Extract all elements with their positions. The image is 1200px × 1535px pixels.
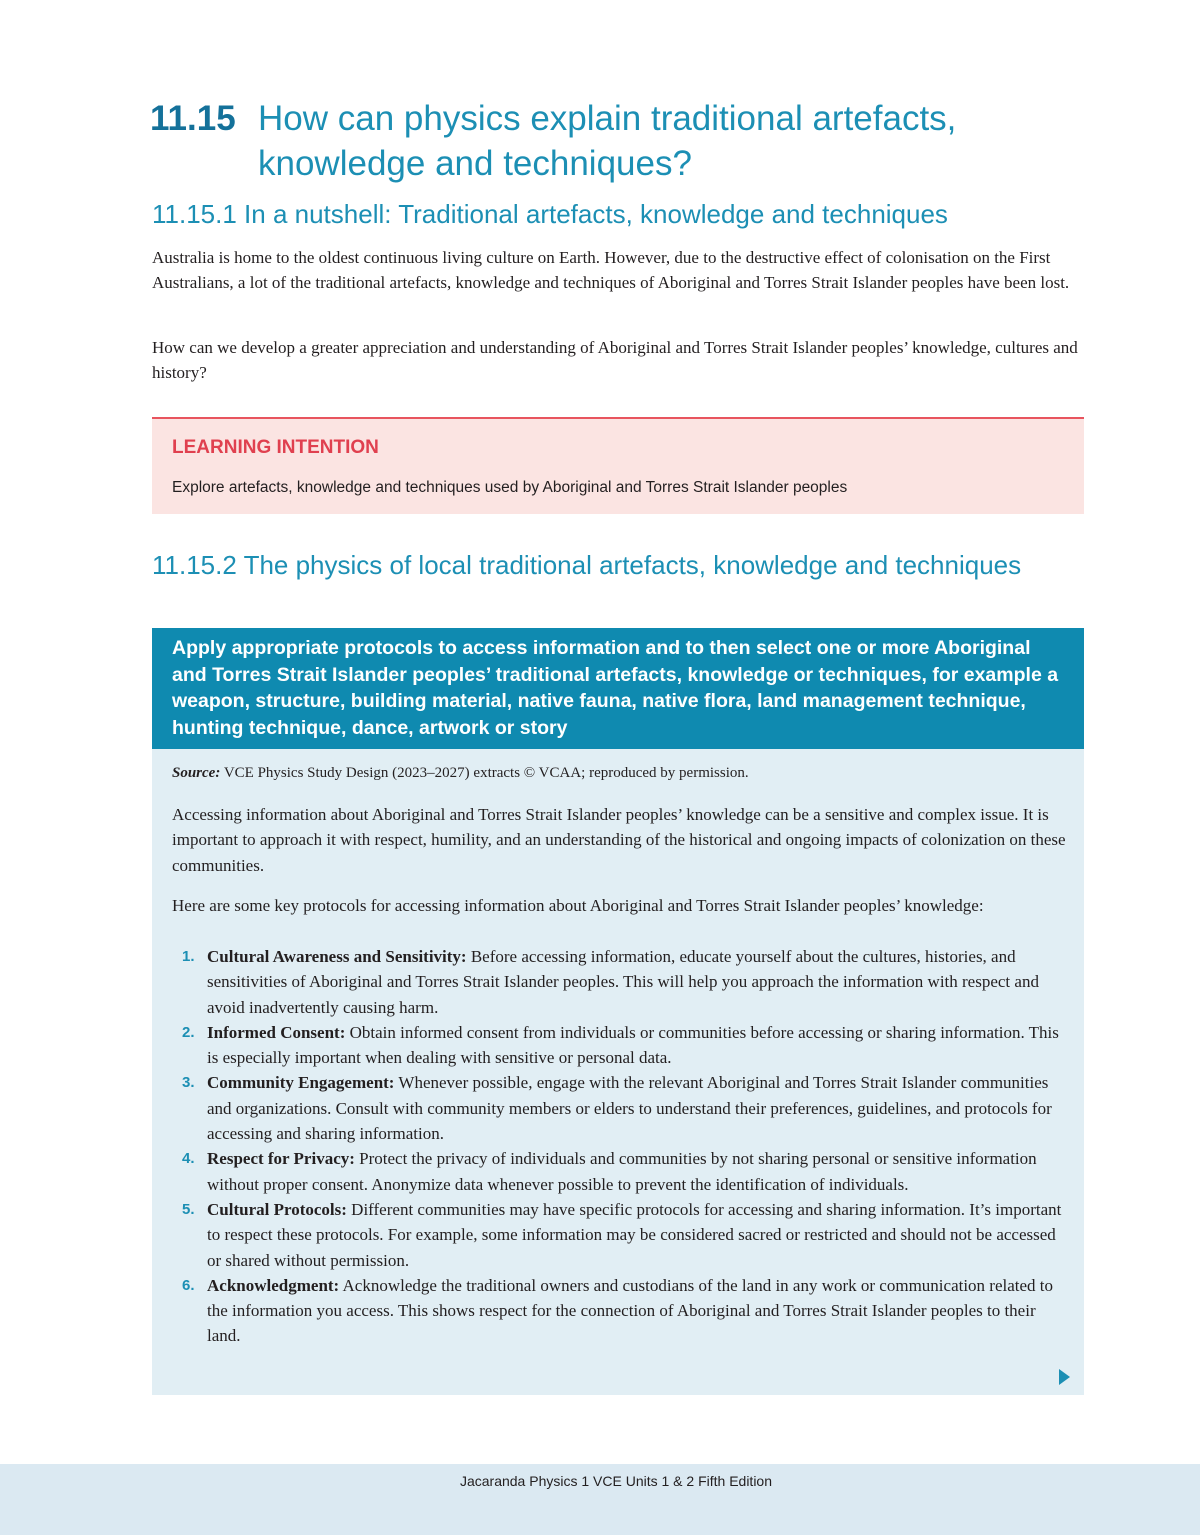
key-area-banner: Apply appropriate protocols to access information and to then select one or more Aboriginal and Torres Strait Islander peoples’ traditional artefacts, knowledge or techniques, for example a weapon, structure, building material, native fauna, native flora, land management technique, hunting technique, dance, artwork or story (152, 628, 1084, 749)
list-item-text: Different communities may have specific protocols for accessing and sharing information. It’s important to respect these protocols. For example, some information may be considered sacred or restricted and should not be accessed or shared without permission. (207, 1199, 1062, 1270)
section-title-line1 (150, 96, 1110, 141)
learning-intention-text: Explore artefacts, knowledge and techniques used by Aboriginal and Torres Strait Islander peoples (172, 479, 848, 496)
list-item (172, 1020, 1067, 1071)
list-item (172, 1146, 1067, 1197)
section-number: 11.15 (150, 99, 236, 138)
section-title-text2: knowledge and techniques? (258, 144, 692, 183)
protocols-list (172, 944, 1067, 1349)
list-item-number: 6. (182, 1276, 195, 1294)
source-text: VCE Physics Study Design (2023–2027) extracts © VCAA; reproduced by permission. (220, 765, 749, 781)
section-title-text1: How can physics explain traditional artefacts, (258, 99, 957, 138)
list-item-number: 2. (182, 1023, 195, 1041)
list-item-number: 4. (182, 1150, 195, 1168)
learning-intention-box (152, 417, 1084, 514)
list-item-number: 5. (182, 1200, 195, 1218)
physics-heading: 11.15.2 The physics of local traditional artefacts, knowledge and techniques (152, 550, 1022, 580)
list-item-text: Protect the privacy of individuals and communities by not sharing personal or sensitive information without proper consent. Anonymize data whenever possible to prevent the identification of individuals. (207, 1149, 1037, 1194)
source-label: Source: (172, 765, 221, 781)
list-item-number: 3. (182, 1074, 195, 1092)
triangle-right-icon[interactable] (1059, 1369, 1070, 1385)
key-area-paragraph-2: Here are some key protocols for accessing information about Aboriginal and Torres Strait Islander peoples’ knowledge: (172, 896, 984, 915)
nutshell-paragraph-2: How can we develop a greater appreciation and understanding of Aboriginal and Torres Strait Islander peoples’ knowledge, cultures and history? (152, 338, 1078, 382)
list-item-text: Whenever possible, engage with the relevant Aboriginal and Torres Strait Islander communities and organizations. Consult with community members or elders to understand their preferences, guidelines, and protocols for accessing and sharing information. (207, 1073, 1052, 1144)
list-item-number: 1. (182, 948, 195, 965)
list-item-title: Community Engagement: (207, 1073, 395, 1093)
key-area-paragraph-1: Accessing information about Aboriginal and Torres Strait Islander peoples’ knowledge can be a sensitive and complex issue. It is important to approach it with respect, humility, and an understanding of the historical and ongoing impacts of colonization on these communities. (172, 805, 1066, 875)
section-title (150, 96, 1110, 186)
learning-intention-title: LEARNING INTENTION (172, 437, 379, 458)
list-item (172, 1070, 1067, 1146)
list-item-title: Cultural Protocols: (207, 1199, 347, 1219)
list-item-title: Informed Consent: (207, 1022, 346, 1042)
list-item (172, 944, 1067, 1020)
page-footer (0, 1464, 1200, 1535)
list-item (172, 1197, 1067, 1273)
list-item-text: Acknowledge the traditional owners and custodians of the land in any work or communication related to the information you access. This shows respect for the connection of Aboriginal and Torres Strait Islander peoples to their land. (207, 1275, 1054, 1346)
nutshell-heading: 11.15.1 In a nutshell: Traditional artefacts, knowledge and techniques (152, 199, 948, 229)
list-item-title: Cultural Awareness and Sensitivity: (207, 947, 467, 966)
source-citation (172, 765, 749, 782)
list-item-title: Acknowledgment: (207, 1275, 340, 1295)
list-item-text: Before accessing information, educate yourself about the cultures, histories, and sensitivities of Aboriginal and Torres Strait Islander peoples. This will help you approach the information with respect and avoid inadvertently causing harm. (207, 947, 1039, 1017)
list-item-text: Obtain informed consent from individuals or communities before accessing or sharing information. This is especially important when dealing with sensitive or personal data. (207, 1022, 1059, 1068)
key-area-box (152, 628, 1084, 1395)
footer-text: Jacaranda Physics 1 VCE Units 1 & 2 Fifth Edition (459, 1473, 773, 1489)
list-item (172, 1273, 1067, 1349)
list-item-title: Respect for Privacy: (207, 1149, 355, 1169)
nutshell-paragraph-1: Australia is home to the oldest continuous living culture on Earth. However, due to the destructive effect of colonisation on the First Australians, a lot of the traditional artefacts, knowledge and techniques of Aboriginal and Torres Strait Islander peoples have been lost. (152, 248, 1070, 292)
